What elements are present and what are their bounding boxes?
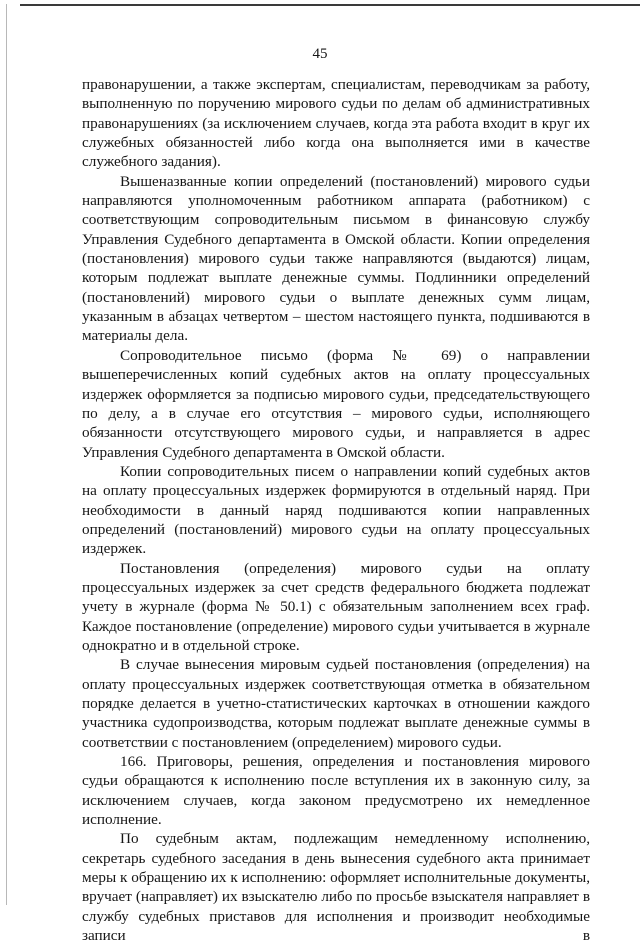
paragraph-registration-journal: Постановления (определения) мирового судьи на оплату процессуальных издержек за счет средств федерального бюджета подлежат учету в журнале (форма № 50.1) с обязательным заполнением всех граф. Каждое постановление (определение) мирового судьи учитывается в журнале однократно и в отдельной строке. xyxy=(82,559,590,654)
page-number: 45 xyxy=(312,46,328,62)
paragraph-immediate-execution: По судебным актам, подлежащим немедленному исполнению, секретарь судебного заседания в день вынесения судебного акта принимает меры к обращению их к исполнению: оформляет исполнительные документы, вручает (направляет) их взыскателю либо по просьбе взыскателя направляет в службу судебных приставов для исполнения и производит необходимые записи в xyxy=(82,830,590,945)
paragraph-statistical-cards: В случае вынесения мировым судьей постановления (определения) на оплату процессуальных издержек соответствующая отметка в обязательном порядке делается в учетно-статистических карточках в отношении каждого участника судопроизводства, которым подлежат выплате денежные суммы в соответствии с постановлением (определением) мирового судьи. xyxy=(82,656,590,751)
paragraph-cover-letter-copies: Копии сопроводительных писем о направлении копий судебных актов на оплату процессуальных издержек формируются в отдельный наряд. При необходимости в данный наряд подшиваются копии направленных определений (постановлений) мирового судьи на оплату процессуальных издержек. xyxy=(82,462,590,558)
document-body xyxy=(82,75,590,945)
scan-top-edge xyxy=(20,4,640,6)
paragraph-item-166: 166. Приговоры, решения, определения и постановления мирового судьи обращаются к исполнению после вступления их в законную силу, за исключением случаев, когда законом предусмотрено их немедленное исполнение. xyxy=(82,753,590,829)
paragraph-continuation: правонарушении, а также экспертам, специалистам, переводчикам за работу, выполненную по поручению мирового судьи по делам об административных правонарушениях (за исключением случаев, когда эта работа входит в круг их служебных обязанностей либо когда она выполняется ими в качестве служебного задания). xyxy=(82,76,590,171)
paragraph-cover-letter: Сопроводительное письмо (форма № 69) о направлении вышеперечисленных копий судебных актов на оплату процессуальных издержек оформляется за подписью мирового судьи, председательствующего по делу, а в случае его отсутствия – мирового судьи, исполняющего обязанности отсутствующего мирового судьи, и направляется в адрес Управления Судебного департамента в Омской области. xyxy=(82,346,590,461)
paragraph-copies-sent: Вышеназванные копии определений (постановлений) мирового судьи направляются уполномоченным работником аппарата (работником) с соответствующим сопроводительным письмом в финансовую службу Управления Судебного департамента в Омской области. Копии определения (постановления) мирового судьи также направляются (выдаются) лицам, которым подлежат выплате денежные суммы. Подлинники определений (постановлений) мирового судьи о выплате денежных сумм лицам, указанным в абзацах четвертом – шестом настоящего пункта, подшиваются в материалы дела. xyxy=(82,172,590,345)
scan-left-edge xyxy=(6,4,7,905)
